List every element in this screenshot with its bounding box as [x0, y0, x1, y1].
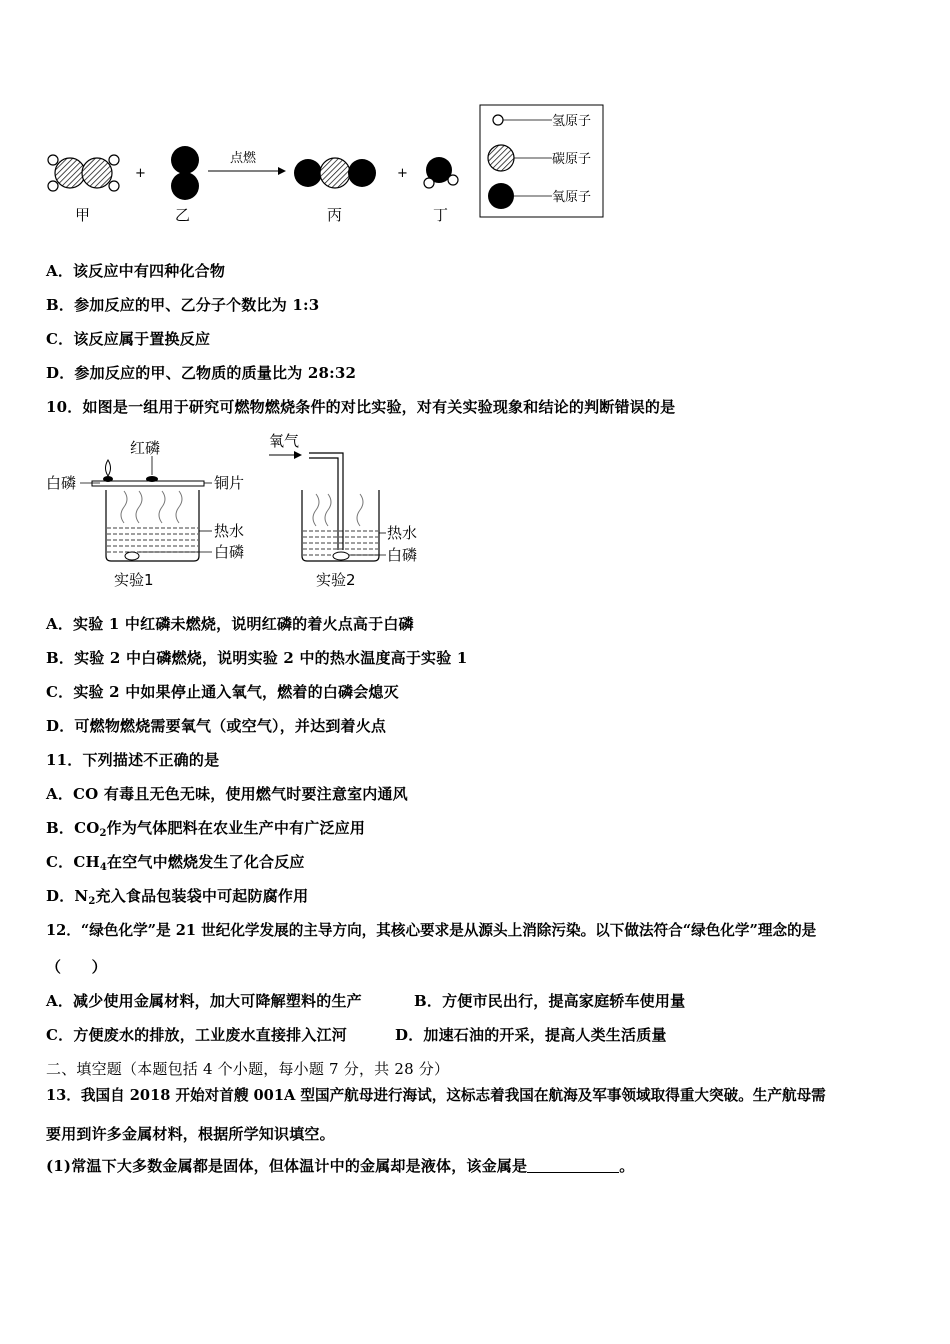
legend-hydrogen: 氢原子: [552, 114, 592, 129]
exp2-white-p-label: 白磷: [387, 546, 418, 564]
label-bing: 丙: [327, 206, 343, 224]
q11-option-b: B．$CO_2$作为气体肥料在农业生产中有广泛应用: [46, 819, 366, 839]
molecule-jia: [48, 155, 119, 191]
q12-option-b: B．方便市民出行，提高家庭轿车使用量: [414, 992, 686, 1010]
q10-option-b: B．实验 2 中白磷燃烧，说明实验 2 中的热水温度高于实验 1: [46, 649, 468, 667]
reaction-diagram: [40, 100, 610, 230]
exp2-oxygen-label: 氧气: [269, 432, 300, 450]
plus-sign-2: +: [397, 166, 408, 181]
q12-option-d: D．加速石油的开采，提高人类生活质量: [395, 1026, 667, 1044]
atom-legend: [480, 105, 603, 217]
legend-oxygen: 氧原子: [552, 190, 592, 205]
q9-option-b: B．参加反应的甲、乙分子个数比为 1:3: [46, 296, 320, 314]
molecule-ding: [424, 157, 458, 188]
q12-paren: （ ）: [46, 958, 107, 976]
plus-sign-1: +: [135, 166, 146, 181]
q9-option-a: A．该反应中有四种化合物: [46, 262, 226, 280]
q11-option-c: C．$CH_4$在空气中燃烧发生了化合反应: [46, 853, 305, 873]
arrow-label: 点燃: [230, 151, 257, 166]
exp2-caption: 实验2: [316, 571, 356, 589]
q11-option-a: A．CO 有毒且无色无味，使用燃气时要注意室内通风: [46, 785, 408, 803]
section-2-heading: 二、填空题（本题包括 4 个小题，每小题 7 分，共 28 分）: [46, 1060, 450, 1078]
q10-stem: 10．如图是一组用于研究可燃物燃烧条件的对比实验，对有关实验现象和结论的判断错误的是: [46, 398, 676, 416]
experiment-1: [46, 439, 244, 589]
q10-option-c: C．实验 2 中如果停止通入氧气，燃着的白磷会熄灭: [46, 683, 399, 701]
q13-sub-1: (1)常温下大多数金属都是固体，但体温计中的金属却是液体，该金属是 。: [46, 1157, 635, 1175]
exp1-caption: 实验1: [114, 571, 154, 589]
q13-line-1: 13．我国自 2018 开始对首艘 001A 型国产航母进行海试，这标志着我国在航海及军事领域取得重大突破。生产航母需: [46, 1087, 826, 1104]
q12-option-a: A．减少使用金属材料，加大可降解塑料的生产: [46, 992, 362, 1010]
combustion-experiment-figure: [44, 428, 444, 596]
q9-option-d: D．参加反应的甲、乙物质的质量比为 28:32: [46, 364, 357, 382]
q11-stem: 11．下列描述不正确的是: [46, 751, 220, 769]
exp1-white-p-top-label: 白磷: [46, 474, 77, 492]
exp1-copper-label: 铜片: [214, 474, 245, 492]
exp2-hot-water-label: 热水: [387, 524, 418, 542]
q12-option-c: C．方便废水的排放，工业废水直接排入江河: [46, 1026, 347, 1044]
legend-carbon: 碳原子: [552, 152, 592, 167]
exp1-white-p-bottom-label: 白磷: [214, 543, 245, 561]
answer-blank[interactable]: [527, 1158, 619, 1173]
exp1-red-p-label: 红磷: [130, 439, 161, 457]
molecule-bing: [294, 158, 376, 188]
q9-option-c: C．该反应属于置换反应: [46, 330, 211, 348]
label-yi: 乙: [175, 206, 191, 224]
exp1-hot-water-label: 热水: [214, 522, 245, 540]
q13-line-2: 要用到许多金属材料，根据所学知识填空。: [46, 1125, 335, 1143]
experiment-2: [269, 432, 417, 589]
q11-option-d: D．$N_2$充入食品包装袋中可起防腐作用: [46, 887, 309, 907]
q10-option-a: A．实验 1 中红磷未燃烧，说明红磷的着火点高于白磷: [46, 615, 414, 633]
molecule-yi: [171, 146, 199, 200]
q10-option-d: D．可燃物燃烧需要氧气（或空气），并达到着火点: [46, 717, 387, 735]
q12-stem: 12．“绿色化学”是 21 世纪化学发展的主导方向，其核心要求是从源头上消除污染。以下做法符合“绿色化学”理念的是: [46, 922, 817, 939]
label-ding: 丁: [433, 206, 449, 224]
label-jia: 甲: [75, 206, 91, 224]
